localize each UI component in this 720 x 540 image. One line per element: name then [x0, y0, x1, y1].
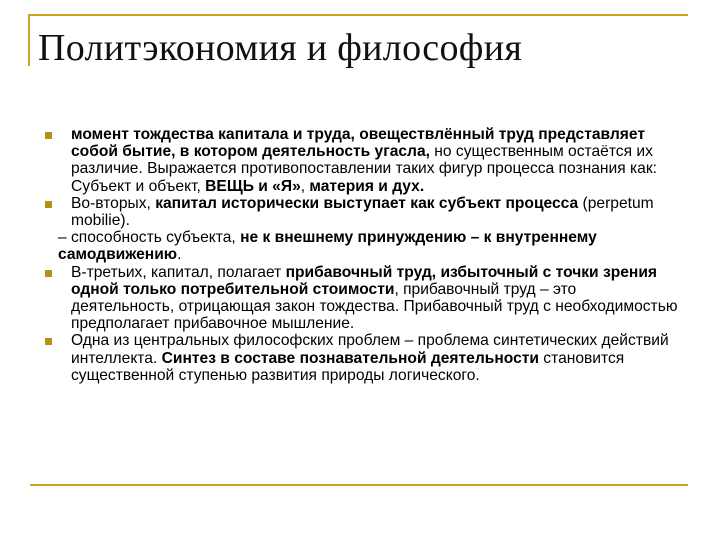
square-bullet-icon [45, 201, 52, 208]
list-item-3 [42, 264, 682, 333]
text-segment: становится существенной ступенью развития природы логического. [71, 349, 625, 384]
square-bullet-icon [45, 270, 52, 277]
left-accent-rule [28, 14, 30, 66]
text-segment: прибавочный труд, избыточный с точки зрения одной только потребительной стоимости [71, 263, 658, 298]
text-segment: В-третьих, капитал, полагает [71, 263, 286, 281]
text-segment: , [300, 177, 310, 195]
text-segment: Синтез в составе познавательной деятельности [161, 349, 539, 367]
text-segment: ВЕЩЬ и «Я» [205, 177, 301, 195]
text-segment: не к внешнему принуждению – к внутреннему самодвижению [58, 229, 597, 264]
list-item-4 [42, 332, 682, 384]
text-segment: капитал исторически выступает как субъект процесса [155, 194, 579, 212]
text-segment: , прибавочный труд – это деятельность, отрицающая закон тождества. Прибавочный труд с необходимостью предполагает прибавочное мышление. [71, 280, 678, 333]
top-accent-rule [28, 14, 688, 16]
list-subitem-dash [42, 229, 682, 263]
text-segment: но существенным остаётся их различие. Выражается противопоставлении таких фигур процесса познания как: Субъект и объект, [71, 143, 658, 195]
text-segment: Во-вторых, [71, 194, 156, 212]
list-item-2 [42, 195, 682, 229]
square-bullet-icon [45, 338, 52, 345]
text-segment: материя и дух. [309, 177, 425, 195]
text-segment: момент тождества капитала и труда, овеществлённый труд представляет собой бытие, в котором деятельность угасла, [71, 126, 646, 161]
text-segment: – способность субъекта, [58, 229, 241, 247]
list-item-1 [42, 126, 682, 195]
bottom-accent-rule [30, 484, 688, 486]
text-segment: . [177, 246, 182, 264]
slide-title: Политэкономия и философия [38, 27, 523, 69]
slide-body [42, 126, 682, 384]
text-segment: (perpetum mobilie). [71, 194, 654, 230]
square-bullet-icon [45, 132, 52, 139]
text-segment: Одна из центральных философских проблем – проблема синтетических действий интеллекта. [71, 332, 669, 367]
